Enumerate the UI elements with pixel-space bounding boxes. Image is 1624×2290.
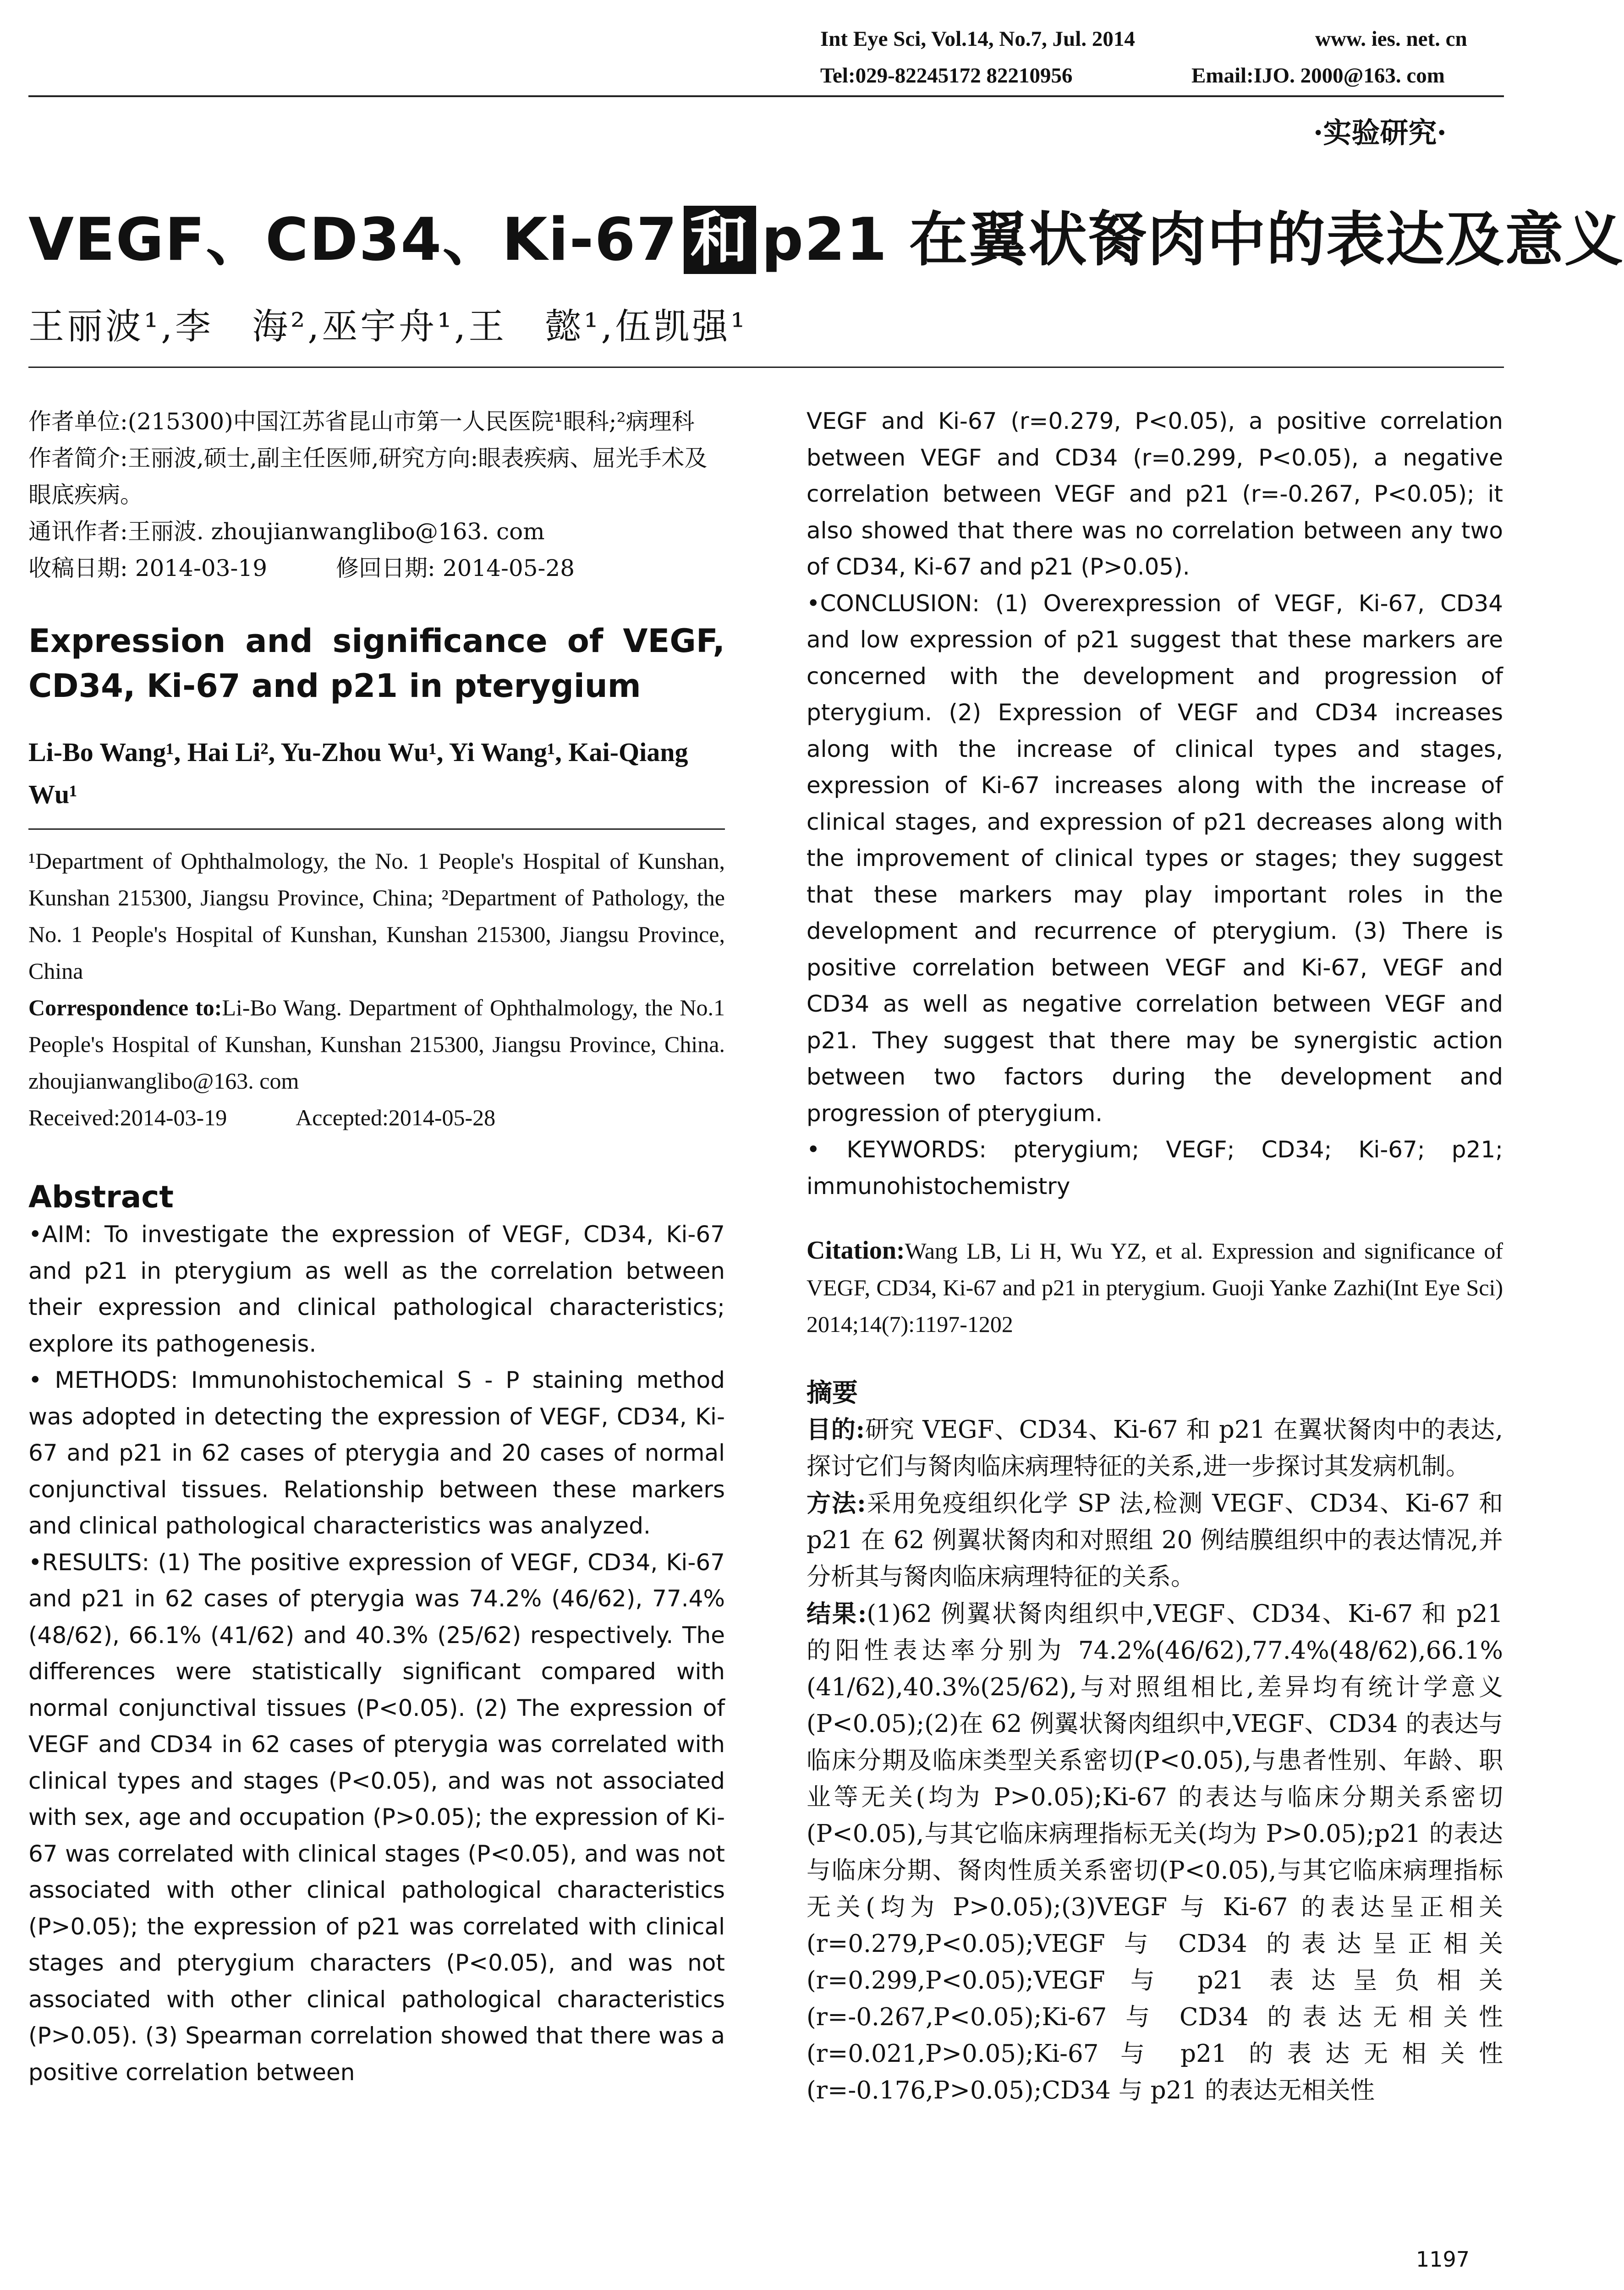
cn-results	[807, 1595, 1503, 2109]
abstract-results-cont: VEGF and Ki-67 (r=0.279, P<0.05), a positive correlation between VEGF and CD34 (r=0.299, P<0.05), a negative correlation between VEGF and p21 (r=-0.267, P<0.05); it also showed that there was no correlation between any two of CD34, Ki-67 and p21 (P>0.05).	[807, 408, 1503, 580]
dates-line: 收稿日期: 2014-03-19 修回日期: 2014-05-28	[28, 555, 575, 581]
cn-aim-label: 目的:	[807, 1415, 865, 1444]
abstract-left	[28, 1216, 725, 2091]
email: Email:IJO. 2000@163. com	[1191, 64, 1445, 88]
abstract-methods: • METHODS: Immunohistochemical S - P staining method was adopted in detecting the expression of VEGF, CD34, Ki-67 and p21 in 62 cases of pterygia and 20 cases of normal conjunctival tissues. Relationship between these markers and clinical pathological characteristics was analyzed.	[28, 1367, 725, 1539]
cn-methods-text: 采用免疫组织化学 SP 法,检测 VEGF、CD34、Ki-67 和 p21 在 62 例翼状胬肉和对照组 20 例结膜组织中的表达情况,并分析其与胬肉临床病理特征的关系。	[807, 1490, 1503, 1591]
right-column	[807, 403, 1503, 2109]
english-title: Expression and significance of VEGF, CD34, Ki-67 and p21 in pterygium	[28, 622, 725, 705]
citation-label: Citation:	[807, 1236, 905, 1265]
abstract-keywords: • KEYWORDS: pterygium; VEGF; CD34; Ki-67; p21; immunohistochemistry	[807, 1136, 1503, 1200]
title-part1: VEGF、CD34、Ki-67	[28, 206, 678, 274]
english-affiliation: ¹Department of Ophthalmology, the No. 1 People's Hospital of Kunshan, Kunshan 215300, Jiangsu Province, China; ²Department of Pathology, the No. 1 People's Hospital of Kunshan, Kunshan 215300, Jiangsu Province, China	[28, 848, 725, 984]
correspondence-label: Correspondence to:	[28, 995, 222, 1020]
affiliation-line: 作者单位:(215300)中国江苏省昆山市第一人民医院¹眼科;²病理科	[28, 408, 695, 435]
cn-methods	[807, 1485, 1503, 1595]
journal-info: Int Eye Sci, Vol.14, No.7, Jul. 2014	[820, 27, 1135, 51]
cn-abstract	[807, 1411, 1503, 2109]
abstract-conclusion: •CONCLUSION: (1) Overexpression of VEGF, Ki-67, CD34 and low expression of p21 suggest that these markers are concerned with the development and progression of pterygium. (2) Expression of VEGF and CD34 increases along with the increase of clinical types and stages, expression of Ki-67 increases along with the increase of clinical stages, and expression of p21 decreases along with the improvement of clinical types or stages; they suggest that these markers may play important roles in the development and recurrence of pterygium. (3) There is positive correlation between VEGF and Ki-67, VEGF and CD34 as well as negative correlation between VEGF and p21. They suggest that there may be synergistic action between two factors during the development and progression of pterygium.	[807, 590, 1503, 1127]
telephone: Tel:029-82245172 82210956	[820, 64, 1073, 88]
abstract-results: •RESULTS: (1) The positive expression of VEGF, CD34, Ki-67 and p21 in 62 cases of pterygia was 74.2% (46/62), 77.4% (48/62), 66.1% (41/62) and 40.3% (25/62) respectively. The differences were statistically significant compared with normal conjunctival tissues (P<0.05). (2) The expression of VEGF and CD34 in 62 cases of pterygia was correlated with clinical types and stages (P<0.05), and was not associated with sex, age and occupation (P>0.05); the expression of Ki-67 was correlated with clinical stages (P<0.05), and was not associated with other clinical pathological characteristics (P>0.05); the expression of p21 was correlated with clinical stages and pterygium characters (P<0.05), and was not associated with other clinical pathological characteristics (P>0.05). (3) Spearman correlation showed that there was a positive correlation between	[28, 1549, 725, 2086]
english-authors: Li-Bo Wang¹, Hai Li², Yu-Zhou Wu¹, Yi Wang¹, Kai-Qiang Wu¹	[28, 737, 688, 809]
page-number: 1197	[1416, 2247, 1470, 2272]
page-title	[28, 192, 1624, 277]
citation-text: Wang LB, Li H, Wu YZ, et al. Expression and significance of VEGF, CD34, Ki-67 and p21 in pterygium. Guoji Yanke Zazhi(Int Eye Sci) 2014;14(7):1197-1202	[807, 1238, 1503, 1337]
cn-results-label: 结果:	[807, 1600, 867, 1628]
cn-aim-text: 研究 VEGF、CD34、Ki-67 和 p21 在翼状胬肉中的表达,探讨它们与胬肉临床病理特征的关系,进一步探讨其发病机制。	[807, 1416, 1503, 1480]
title-highlight: 和	[684, 206, 756, 274]
title-part2: p21 在翼状胬肉中的表达及意义	[761, 206, 1624, 274]
cn-methods-label: 方法:	[807, 1489, 866, 1518]
authors-cn: 王丽波¹,李 海²,巫宇舟¹,王 懿¹,伍凯强¹	[28, 306, 748, 347]
received-accepted: Received:2014-03-19 Accepted:2014-05-28	[28, 1105, 496, 1130]
correspondence	[28, 989, 725, 1099]
cn-results-text: (1)62 例翼状胬肉组织中,VEGF、CD34、Ki-67 和 p21 的阳性表达率分别为 74.2%(46/62),77.4%(48/62),66.1%(41/62),40.3%(25/62),与对照组相比,差异均有统计学意义(P<0.05);(2)在 62 例翼状胬肉组织中,VEGF、CD34 的表达与临床分期及临床类型关系密切(P<0.05),与患者性别、年龄、职业等无关(均为 P>0.05);Ki-67 的表达与临床分期关系密切(P<0.05),与其它临床病理指标无关(均为 P>0.05);p21 的表达与临床分期、胬肉性质关系密切(P<0.05),与其它临床病理指标无关(均为 P>0.05);(3)VEGF 与 Ki-67 的表达呈正相关(r=0.279,P<0.05);VEGF 与 CD34 的表达呈正相关(r=0.299,P<0.05);VEGF 与 p21 表达呈负相关(r=-0.267,P<0.05);Ki-67 与 CD34 的表达无相关性(r=0.021,P>0.05);Ki-67 与 p21 的表达无相关性(r=-0.176,P>0.05);CD34 与 p21 的表达无相关性	[807, 1600, 1503, 2104]
website: www. ies. net. cn	[1315, 27, 1467, 51]
title-rule	[28, 367, 1504, 368]
affiliation-cn	[28, 403, 725, 586]
abstract-right	[807, 403, 1503, 1205]
section-label: ·实验研究·	[1313, 116, 1447, 149]
correspondence-text: Li-Bo Wang. Department of Ophthalmology, the No.1 People's Hospital of Kunshan, Kunshan 215300, Jiangsu Province, China. zhoujianwanglibo@163. com	[28, 995, 725, 1094]
left-column	[28, 403, 725, 2091]
abstract-aim: •AIM: To investigate the expression of VEGF, CD34, Ki-67 and p21 in pterygium as well as the correlation between their expression and clinical pathological characteristics; explore its pathogenesis.	[28, 1221, 725, 1357]
cn-aim	[807, 1411, 1503, 1485]
cn-abstract-heading: 摘要	[807, 1378, 858, 1408]
corresponding-author-line: 通讯作者:王丽波. zhoujianwanglibo@163. com	[28, 518, 545, 545]
authors-rule	[28, 828, 725, 830]
abstract-heading: Abstract	[28, 1179, 174, 1215]
citation	[807, 1232, 1503, 1342]
header-rule	[28, 95, 1504, 97]
bio-line: 作者简介:王丽波,硕士,副主任医师,研究方向:眼表疾病、屈光手术及眼底疾病。	[28, 445, 708, 508]
